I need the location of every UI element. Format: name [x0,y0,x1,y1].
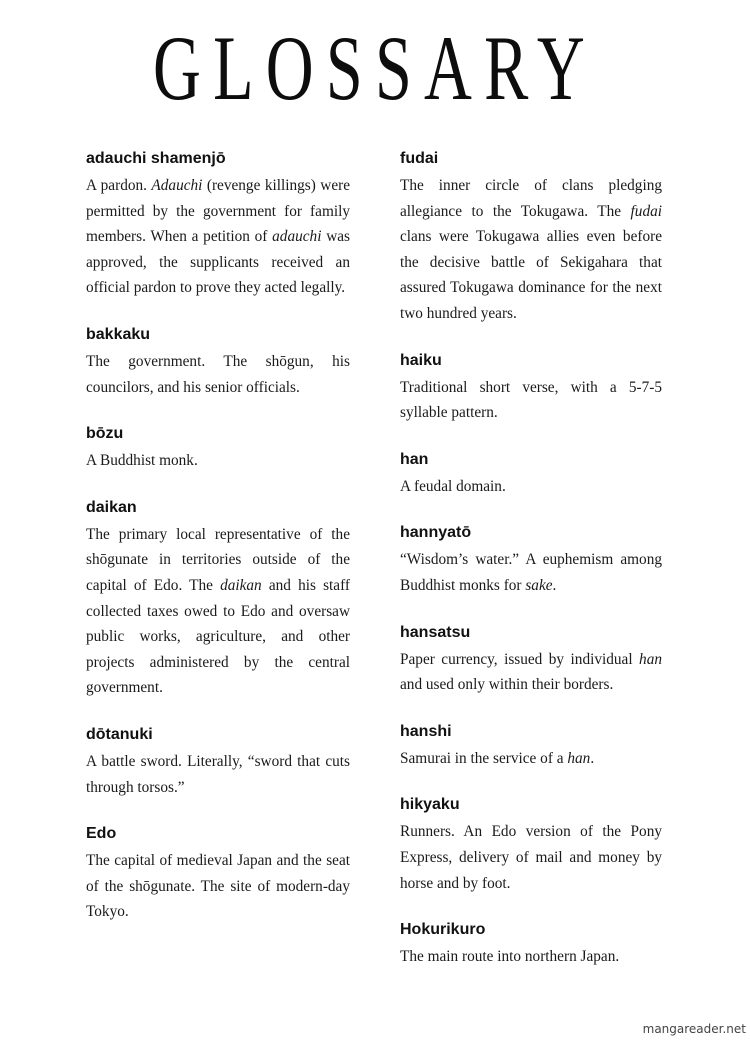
glossary-entry [86,497,350,701]
page-title: GLOSSARY [153,17,597,119]
glossary-term: adauchi shamenjō [86,150,226,167]
definition-text: The capital of medieval Japan and the seat of the shōgunate. The site of modern-day Tokyo. [86,852,350,921]
definition-text: A pardon. [86,177,152,194]
glossary-definition [86,349,350,400]
definition-text: . [552,576,557,594]
definition-text: was approved, the supplicants received an official pardon to prove they acted legally. [86,228,350,297]
glossary-definition [400,944,662,970]
italic-term: adauchi [272,228,322,246]
glossary-entry [400,721,662,772]
glossary-definition [86,448,350,474]
glossary-term: Hokurikuro [400,921,486,939]
glossary-term: han [400,450,429,468]
glossary-term: hanshi [400,722,452,740]
definition-text: and his staff collected taxes owed to Edo and oversaw public works, agriculture, and other projects administered by the central government. [86,576,350,697]
glossary-entry [86,724,350,800]
glossary-definition [86,522,350,701]
italic-term: han [639,650,662,668]
italic-term: Adauchi [151,177,203,194]
definition-text: “Wisdom’s water.” A euphemism among Buddhist monks for [400,551,662,594]
glossary-term: Edo [86,825,117,843]
glossary-right-column [400,148,662,993]
glossary-entry [400,919,662,970]
glossary-definition [400,173,662,327]
glossary-entry [400,350,662,426]
definition-text: The government. The shōgun, his councilors, and his senior officials. [86,352,350,396]
glossary-term: daikan [86,498,137,516]
definition-text: . [590,749,595,767]
definition-text: The main route into northern Japan. [400,948,620,966]
glossary-term: bōzu [86,425,124,443]
definition-text: Paper currency, issued by individual [400,650,640,668]
glossary-definition [400,474,662,500]
italic-term: han [567,749,591,767]
definition-text: A feudal domain. [400,477,506,495]
definition-text: The inner circle of clans pledging allegiance to the Tokugawa. The [400,177,662,220]
glossary-definition [400,375,662,426]
definition-text: Runners. An Edo version of the Pony Express, delivery of mail and money by horse and by foot. [400,823,662,892]
glossary-entry [86,324,350,400]
glossary-definition [86,848,350,925]
glossary-term: dōtanuki [86,725,153,743]
glossary-definition [86,749,350,800]
glossary-term: hikyaku [400,796,460,814]
glossary-entry [86,148,350,301]
glossary-definition [400,547,662,598]
glossary-term: haiku [400,351,442,369]
glossary-term: fudai [400,150,439,167]
glossary-definition [400,819,662,896]
glossary-term: hansatsu [400,623,471,641]
glossary-entry [86,823,350,925]
glossary-term: bakkaku [86,325,151,343]
glossary-entry [86,423,350,474]
glossary-entry [400,148,662,327]
glossary-entry [400,794,662,896]
glossary-definition [400,647,662,698]
definition-text: Samurai in the service of a [400,749,568,767]
definition-text: and used only within their borders. [400,676,614,694]
italic-term: sake [525,576,553,594]
glossary-entry [400,522,662,598]
glossary-definition [400,746,662,772]
glossary-left-column [86,148,350,948]
definition-text: (revenge killings) were permitted by the government for family members. When a petition of [86,177,350,246]
italic-term: daikan [220,576,262,594]
glossary-entry [400,622,662,698]
definition-text: clans were Tokugawa allies even before the decisive battle of Sekigahara that assured Tokugawa dominance for the next two hundred years. [400,228,662,322]
definition-text: A Buddhist monk. [86,452,198,470]
italic-term: fudai [630,202,662,220]
glossary-definition [86,173,350,301]
watermark: mangareader.net [642,1022,746,1036]
definition-text: Traditional short verse, with a 5-7-5 syllable pattern. [400,378,662,422]
glossary-entry [400,449,662,500]
definition-text: The primary local representative of the shōgunate in territories outside of the capital of Edo. The [86,525,350,594]
glossary-term: hannyatō [400,524,472,542]
definition-text: A battle sword. Literally, “sword that cuts through torsos.” [86,752,350,796]
